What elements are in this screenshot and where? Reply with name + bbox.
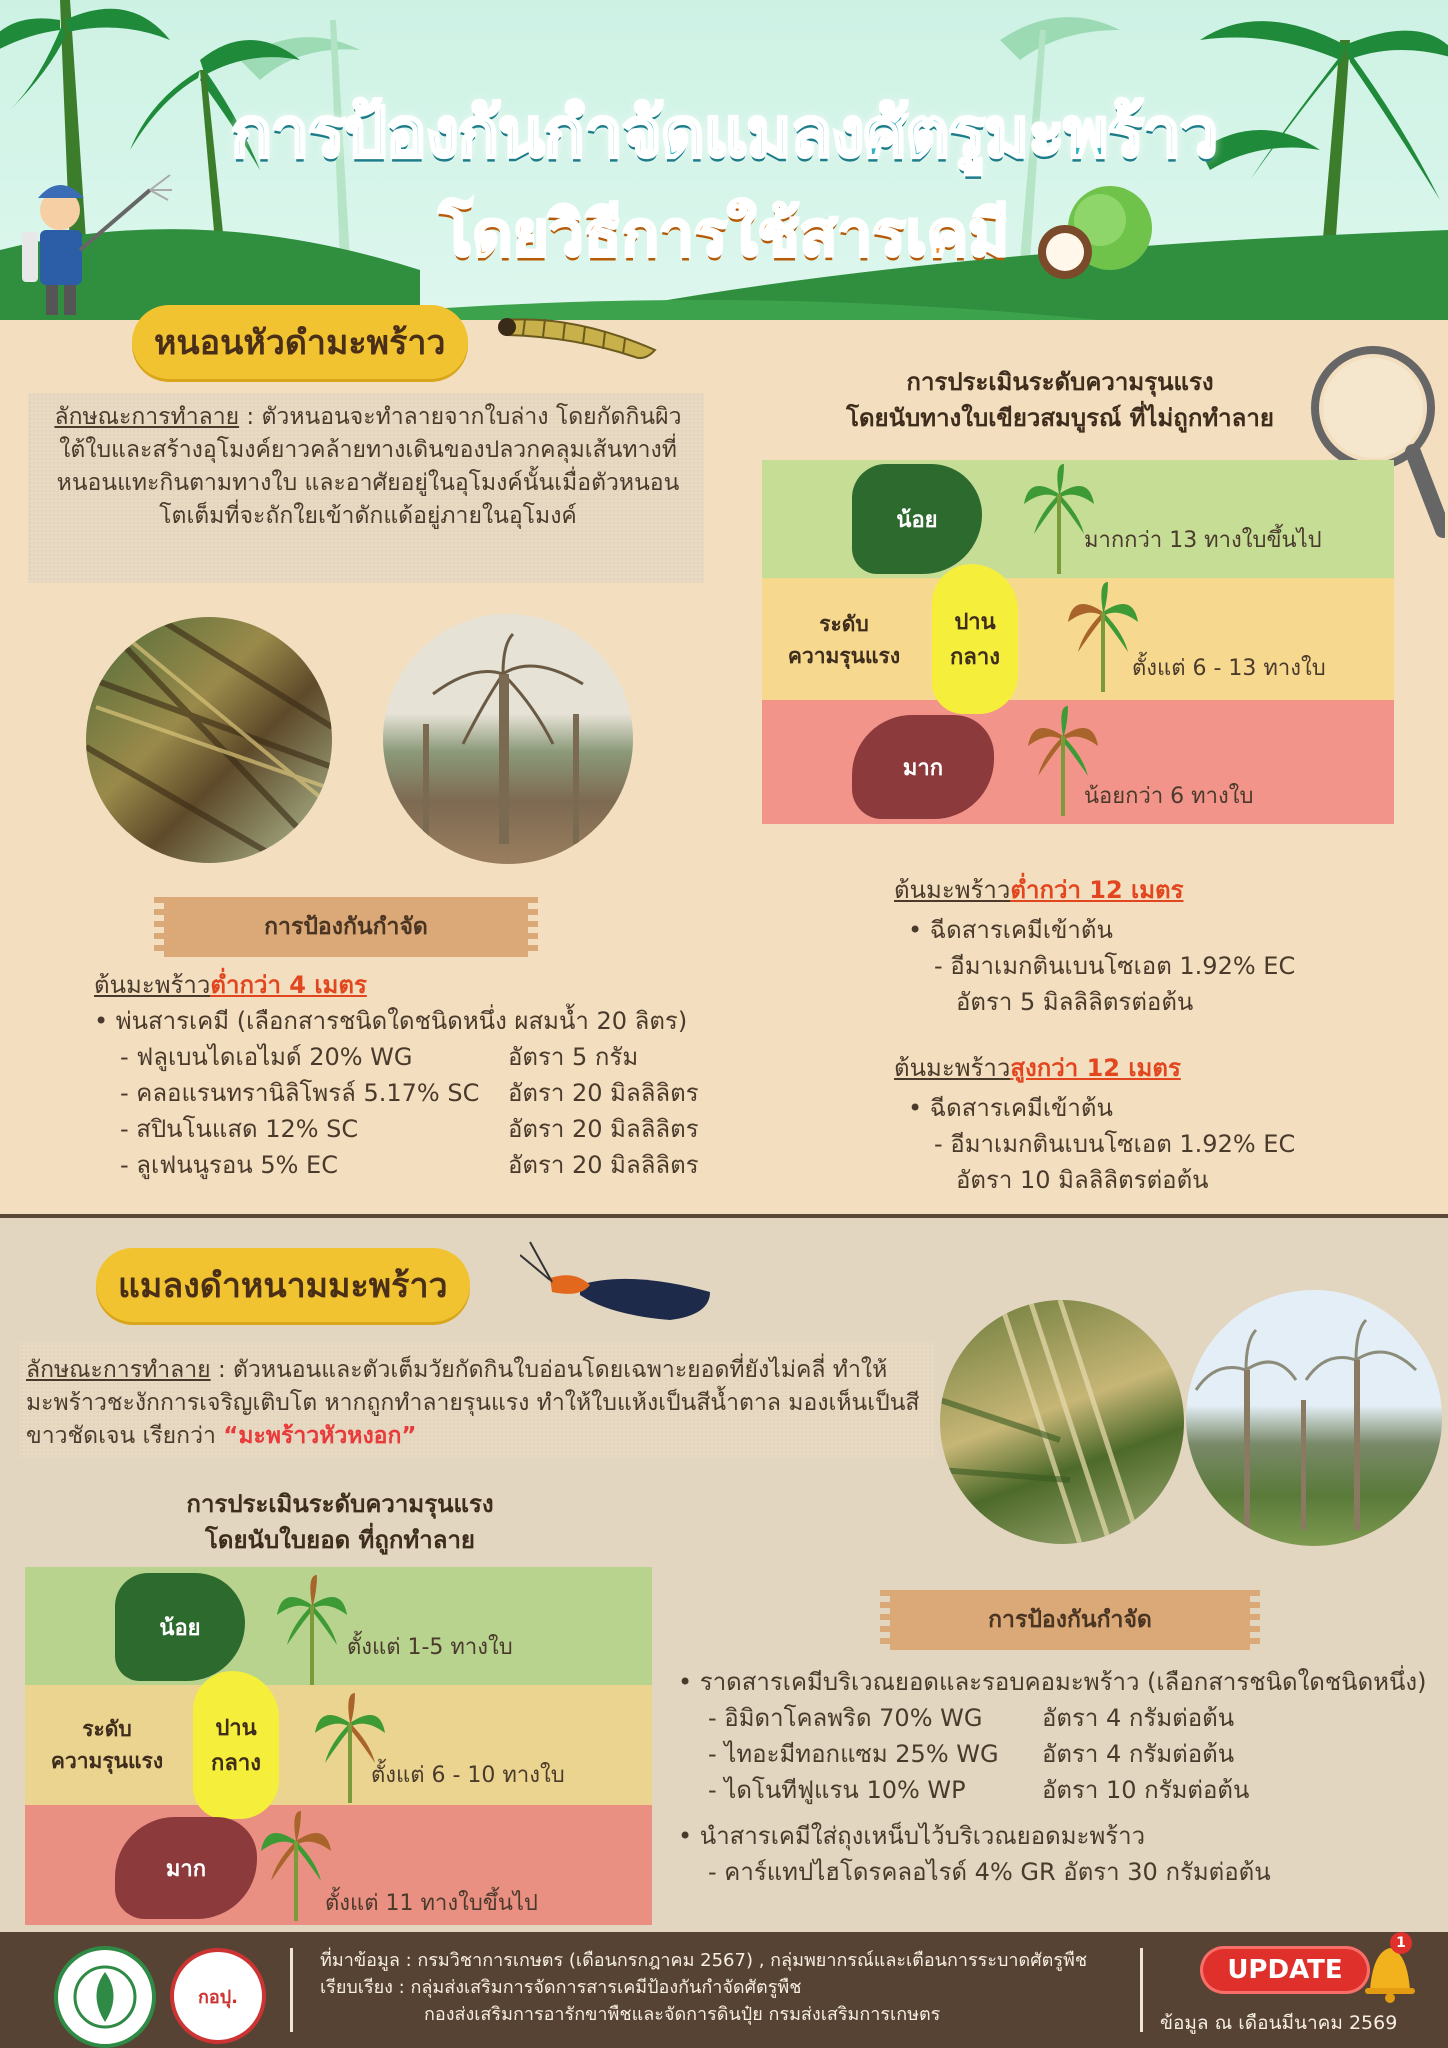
severity-level-medium: ปาน กลาง bbox=[932, 564, 1018, 714]
medium-damage-palm-icon bbox=[1068, 582, 1138, 692]
damage-highlight: “มะพร้าวหัวหงอก” bbox=[223, 1423, 417, 1449]
update-badge: UPDATE bbox=[1200, 1946, 1370, 1994]
assessment-title-2: การประเมินระดับความรุนแรง โดยนับใบยอด ที่ถูกทำลาย bbox=[186, 1490, 494, 1554]
damaged-palm-trees-photo bbox=[383, 614, 633, 864]
severity-value-medium: ตั้งแต่ 6 - 10 ทางใบ bbox=[371, 1763, 565, 1788]
damage-text: : ตัวหนอนและตัวเต็มวัยกัดกินใบอ่อนโดยเฉพาะยอดที่ยังไม่คลี่ ทำให้มะพร้าวชะงักการเจริญเติบโต หากถูกทำลายรุนแรง ทำให้ใบแห้งเป็นสีน้ำตาล มองเห็นเป็นสีขาวชัดเจน เรียกว่า bbox=[26, 1357, 920, 1449]
chemical-item: - อิมิดาโคลพริด 70% WG อัตรา 4 กรัมต่อต้น bbox=[708, 1704, 1235, 1732]
severity-value-low: ตั้งแต่ 1-5 ทางใบ bbox=[347, 1635, 513, 1660]
healthy-palm-icon bbox=[1024, 464, 1094, 574]
damage-text: : ตัวหนอนจะทำลายจากใบล่าง โดยกัดกินผิวใต้ใบและสร้างอุโมงค์ยาวคล้ายทางเดินของปลวกคลุมเส้นทางที่หนอนแทะกินตามทางใบ และอาศัยอยู่ในอุโมงค์นั้นเมื่อตัวหนอนโตเต็มที่จะถักใยเข้าดักแด้อยู่ภายในอุโมงค์ bbox=[56, 404, 682, 529]
white-headed-palms-photo bbox=[1186, 1290, 1442, 1546]
control-list-section2: • ราดสารเคมีบริเวณยอดและรอบคอมะพร้าว (เลือกสารชนิดใดชนิดหนึ่ง) - อิมิดาโคลพริด 70% WG อัตรา 4 กรัมต่อต้น - ไทอะมีทอกแซม 25% WG อัตรา 4 กรัมต่อต้น - ไดโนทีฟูแรน 10% WP อัตรา 10 กรัมต่อต้น • นำสารเคมีใส่ถุงเหน็บไว้บริเวณยอดมะพร้าว - คาร์แทปไฮโดรคลอไรด์ 4% GR อัตรา 30 กรัมต่อต้น bbox=[678, 1664, 1438, 1890]
source-line-1: ที่มาข้อมูล : กรมวิชาการเกษตร (เดือนกรกฎาคม 2567) , กลุ่มพยากรณ์และเตือนการระบาดศัตรูพืช bbox=[320, 1950, 1088, 1971]
severity-level-low: น้อย bbox=[852, 464, 982, 574]
chemical-item: - ฟลูเบนไดเอไมด์ 20% WG อัตรา 5 กรัม bbox=[120, 1043, 639, 1071]
footer bbox=[0, 1932, 1448, 2048]
severity-level-high: มาก bbox=[852, 715, 994, 819]
pest-name-label: แมลงดำหนามมะพร้าว bbox=[96, 1248, 470, 1322]
pest-name-label: หนอนหัวดำมะพร้าว bbox=[132, 305, 468, 379]
black-headed-caterpillar-icon bbox=[495, 295, 665, 365]
damaged-leaf-photo bbox=[86, 617, 332, 863]
severity-value-low: มากกว่า 13 ทางใบขึ้นไป bbox=[1084, 528, 1322, 553]
footer-divider bbox=[290, 1948, 293, 2032]
damage-description-box-2 bbox=[20, 1342, 934, 1458]
control-section-title-2: การป้องกันกำจัด bbox=[890, 1590, 1250, 1650]
source-line-2: เรียบเรียง : กลุ่มส่งเสริมการจัดการสารเคมีป้องกันกำจัดศัตรูพืช bbox=[320, 1977, 802, 1998]
severity-level-high: มาก bbox=[115, 1817, 257, 1919]
severity-value-high: น้อยกว่า 6 ทางใบ bbox=[1084, 784, 1254, 809]
assessment-title-1: การประเมินระดับความรุนแรง โดยนับทางใบเขียวสมบูรณ์ ที่ไม่ถูกทำลาย bbox=[846, 368, 1274, 432]
damage-description-box-1 bbox=[28, 393, 704, 583]
notification-count-badge: 1 bbox=[1390, 1932, 1412, 1954]
control-section-title-1: การป้องกันกำจัด bbox=[164, 897, 528, 957]
severity-value-high: ตั้งแต่ 11 ทางใบขึ้นไป bbox=[325, 1891, 538, 1916]
source-line-3: กองส่งเสริมการอารักขาพืชและจัดการดินปุ๋ย กรมส่งเสริมการเกษตร bbox=[424, 2004, 941, 2025]
control-list-low-trees: ต้นมะพร้าวต่ำกว่า 4 เมตร • พ่นสารเคมี (เลือกสารชนิดใดชนิดหนึ่ง ผสมน้ำ 20 ลิตร) - ฟลูเบนไดเอไมด์ 20% WG อัตรา 5 กรัม - คลอแรนทรานิลิโพรล์ 5.17% SC อัตรา 20 มิลลิลิตร - สปินโนแสด 12% SC อัตรา 20 มิลลิลิตร - ลูเฟนนูรอน 5% EC อัตรา 20 มิลลิลิตร bbox=[94, 967, 714, 1183]
chemical-item: - ไดโนทีฟูแรน 10% WP อัตรา 10 กรัมต่อต้น bbox=[708, 1776, 1250, 1804]
department-logo bbox=[54, 1946, 156, 2048]
data-date: ข้อมูล ณ เดือนมีนาคม 2569 bbox=[1160, 2012, 1398, 2034]
control-list-mid-trees: ต้นมะพร้าวต่ำกว่า 12 เมตร • ฉีดสารเคมีเข้าต้น - อีมาเมกตินเบนโซเอต 1.92% EC อัตรา 5 มิลลิลิตรต่อต้น bbox=[894, 876, 1296, 1016]
severity-table-2 bbox=[25, 1567, 652, 1925]
damage-label: ลักษณะการทำลาย bbox=[54, 404, 240, 430]
severity-axis-label: ระดับ ความรุนแรง bbox=[50, 1717, 164, 1773]
severity-axis-label: ระดับ ความรุนแรง bbox=[787, 612, 901, 668]
severity-level-low: น้อย bbox=[115, 1573, 245, 1681]
chemical-item: - คลอแรนทรานิลิโพรล์ 5.17% SC อัตรา 20 มิลลิลิตร bbox=[120, 1079, 699, 1107]
damage-label: ลักษณะการทำลาย bbox=[26, 1357, 211, 1383]
chemical-item: - ลูเฟนนูรอน 5% EC อัตรา 20 มิลลิลิตร bbox=[120, 1151, 699, 1179]
damaged-young-leaf-photo bbox=[940, 1300, 1184, 1544]
division-logo: กอปุ. bbox=[170, 1948, 266, 2044]
sub-title: โดยวิธีการใช้สารเคมี bbox=[438, 197, 1010, 270]
coconut-hispine-beetle-icon bbox=[520, 1240, 720, 1330]
control-list-high-trees: ต้นมะพร้าวสูงกว่า 12 เมตร • ฉีดสารเคมีเข้าต้น - อีมาเมกตินเบนโซเอต 1.92% EC อัตรา 10 มิลลิลิตรต่อต้น bbox=[894, 1054, 1296, 1194]
severity-value-medium: ตั้งแต่ 6 - 13 ทางใบ bbox=[1132, 656, 1326, 681]
severity-table-1 bbox=[762, 460, 1394, 824]
header-banner bbox=[0, 0, 1448, 320]
footer-divider bbox=[1140, 1948, 1143, 2032]
severe-damage-palm-icon bbox=[261, 1811, 331, 1921]
severity-level-medium: ปาน กลาง bbox=[193, 1671, 279, 1819]
chemical-item: - ไทอะมีทอกแซม 25% WG อัตรา 4 กรัมต่อต้น bbox=[708, 1740, 1235, 1768]
main-title: การป้องกันกำจัดแมลงศัตรูมะพร้าว bbox=[230, 94, 1218, 173]
low-damage-palm-icon bbox=[277, 1575, 347, 1685]
chemical-item: - สปินโนแสด 12% SC อัตรา 20 มิลลิลิตร bbox=[120, 1115, 699, 1143]
